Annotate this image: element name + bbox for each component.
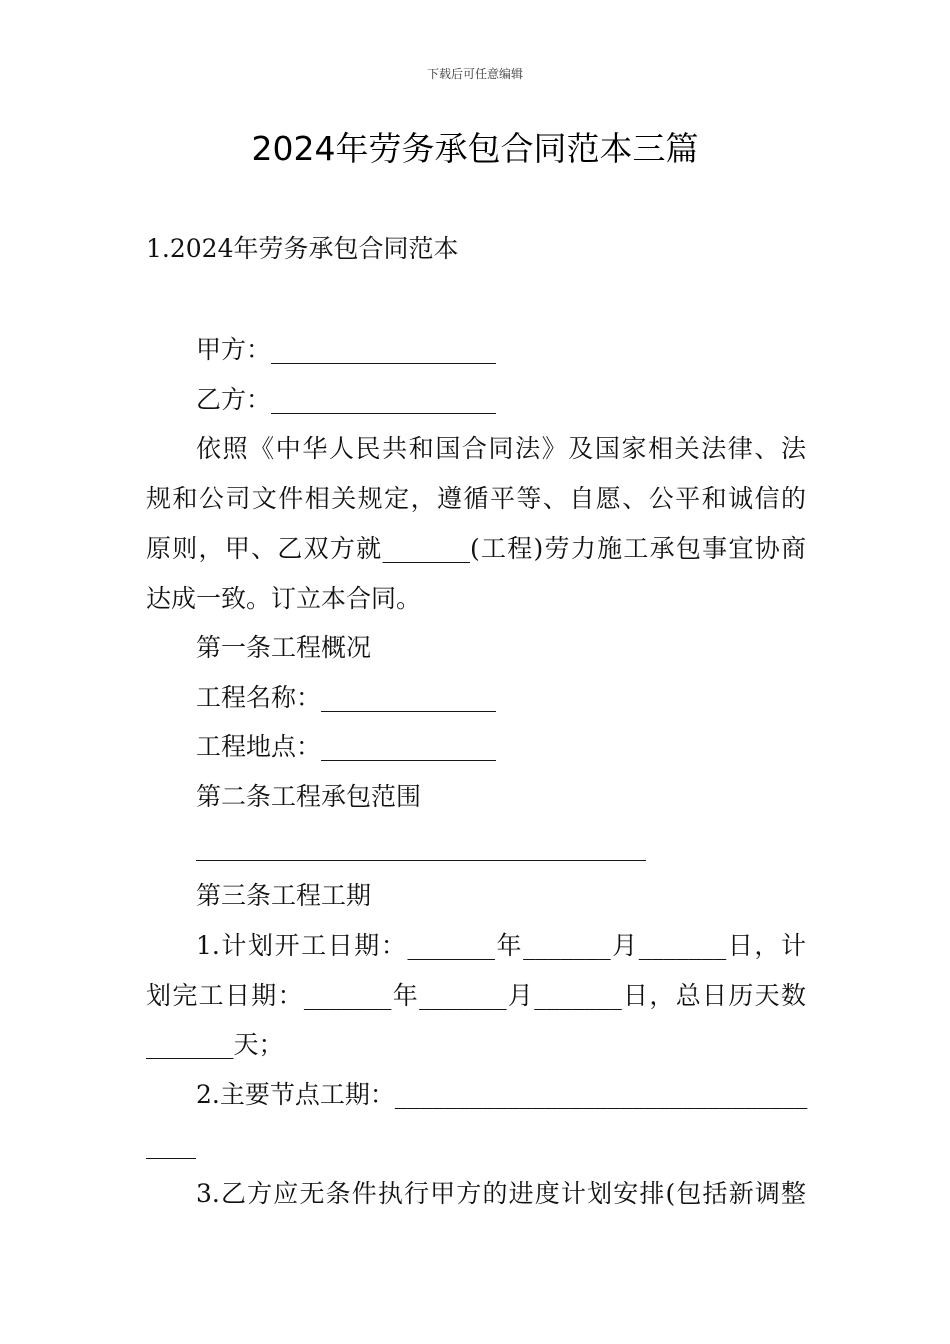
project-name-line: 工程名称：______________ bbox=[196, 683, 497, 712]
party-a-line: 甲方：__________________ bbox=[196, 335, 497, 364]
preamble-line-1: 依照《中华人民共和国合同法》及国家相关法律、法 bbox=[196, 434, 806, 463]
preamble-line-4: 达成一致。订立本合同。 bbox=[146, 584, 422, 613]
article-3-heading: 第三条工程工期 bbox=[196, 881, 372, 910]
project-location-line: 工程地点：______________ bbox=[196, 732, 497, 761]
document-title: 2024年劳务承包合同范本三篇 bbox=[251, 129, 699, 168]
header-note: 下载后可任意编辑 bbox=[426, 67, 523, 81]
schedule-item-2-line-1: 2.主要节点工期：_________________________________ bbox=[196, 1080, 808, 1109]
schedule-item-1-line-1: 1.计划开工日期：_______年_______月_______日，计 bbox=[196, 931, 806, 960]
scope-blank-line: ____________________________________ bbox=[196, 832, 646, 861]
schedule-item-1-line-3: _______天； bbox=[146, 1030, 284, 1059]
article-2-heading: 第二条工程承包范围 bbox=[196, 782, 422, 811]
section-heading: 1.2024年劳务承包合同范本 bbox=[146, 234, 459, 263]
schedule-item-2-line-2: ____ bbox=[146, 1130, 196, 1159]
schedule-item-3-line-1: 3.乙方应无条件执行甲方的进度计划安排(包括新调整 bbox=[196, 1179, 806, 1208]
preamble-line-3: 原则，甲、乙双方就_______(工程)劳力施工承包事宜协商 bbox=[146, 534, 806, 563]
preamble-line-2: 规和公司文件相关规定，遵循平等、自愿、公平和诚信的 bbox=[146, 484, 806, 513]
party-b-line: 乙方：__________________ bbox=[196, 385, 497, 414]
schedule-item-1-line-2: 划完工日期：_______年_______月_______日，总日历天数 bbox=[146, 981, 806, 1010]
article-1-heading: 第一条工程概况 bbox=[196, 633, 372, 662]
